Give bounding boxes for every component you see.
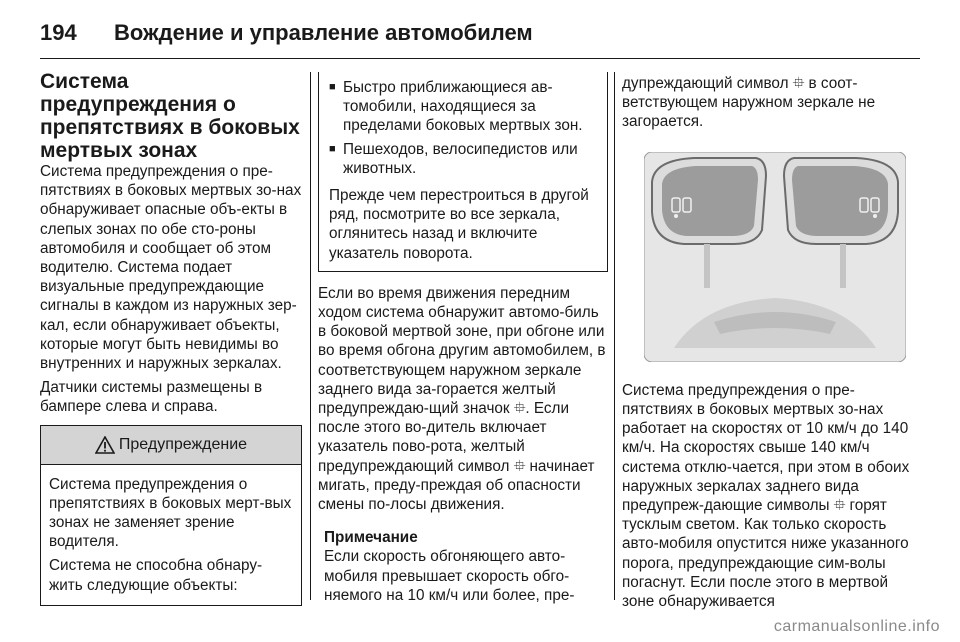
column-right xyxy=(622,74,922,611)
column-divider xyxy=(310,72,311,600)
list-item-text: Быстро приближающиеся ав-томобили, находящиеся за пределами боковых мертвых зон. xyxy=(343,79,583,135)
column-middle xyxy=(318,72,608,605)
warning-box xyxy=(40,425,302,606)
watermark: carmanualsonline.info xyxy=(773,618,940,635)
list-item-text: Пешеходов, велосипедистов или животных. xyxy=(343,140,578,177)
section-heading: Система предупреждения о препятствиях в боковых мертвых зонах xyxy=(40,70,300,162)
box-paragraph: Прежде чем перестроиться в другой ряд, посмотрите во все зеркала, оглянитесь назад и включите указатель поворота. xyxy=(329,187,589,262)
note-continuation: дупреждающий символ ⯐ в соот-ветствующем наружном зеркале не загорается. xyxy=(622,75,876,131)
note-title: Примечание xyxy=(324,529,418,547)
warning-title: Предупреждение xyxy=(118,436,248,454)
note-body: Если скорость обгоняющего авто-мобиля превышает скорость обго-няемого на 10 км/ч или более, пре- xyxy=(324,548,575,604)
warning-paragraph: Система предупреждения о препятствиях в боковых мерт-вых зонах не заменяет зрение водителя. xyxy=(49,475,292,551)
warning-paragraph: Система не способна обнару-жить следующие объекты: xyxy=(49,557,263,594)
warning-triangle-icon xyxy=(95,436,115,454)
intro-paragraph: Система предупреждения о пре-пятствиях в боковых мертвых зо-нах обнаруживает опасные объ-екты в слепых зонах по обе сто-роны автомобиля и сообщает об этом водителю. Система подает визуальные предупреждающие сигналы в каждом из наружных зер-кал, если обнаруживает объекты, которые могут быть невидимы во внутренних и наружных зеркалах. xyxy=(40,163,302,373)
operation-paragraph: Если во время движения передним ходом система обнаружит автомо-биль в боковой мертвой зоне, при обгоне или во время обгона другим автомобилем, в соответствующем наружном зеркале заднего вида за-горается желтый предупреждаю-щий значок ⯐. Если после этого во-дитель включает указатель пово-рота, желтый предупреждающий символ ⯐ начинает мигать, преду-преждая об опасности смены по-лосы движения. xyxy=(318,284,606,514)
header-rule xyxy=(40,58,920,59)
bullet-square-icon: ■ xyxy=(329,81,336,93)
mirror-illustration xyxy=(644,152,906,362)
list-item xyxy=(329,78,599,136)
warning-continuation-box xyxy=(318,72,608,272)
column-divider xyxy=(614,72,615,600)
page-number: 194 xyxy=(40,20,77,45)
warning-body xyxy=(41,465,301,605)
right-mirror xyxy=(784,158,898,244)
left-mirror xyxy=(652,158,766,244)
bullet-square-icon: ■ xyxy=(329,142,336,155)
sensor-paragraph: Датчики системы размещены в бампере слева и справа. xyxy=(40,379,263,416)
column-left xyxy=(40,70,302,606)
page-title: Вождение и управление автомобилем xyxy=(114,20,533,45)
speed-paragraph: Система предупреждения о пре-пятствиях в боковых мертвых зо-нах работает на скоростях от 10 км/ч до 140 км/ч. На скоростях свыше 140 км/ч система отклю-чается, при этом в обоих наружных зеркалах заднего вида предупреж-дающие символы ⯐ горят тусклым светом. Как только скорость авто-мобиля опустится ниже указанного порога, предупреждающие сим-волы погаснут. Если после этого в мертвой зоне обнаруживается xyxy=(622,381,910,611)
list-item xyxy=(329,140,599,178)
page-header xyxy=(40,14,920,60)
warning-header xyxy=(41,426,301,465)
